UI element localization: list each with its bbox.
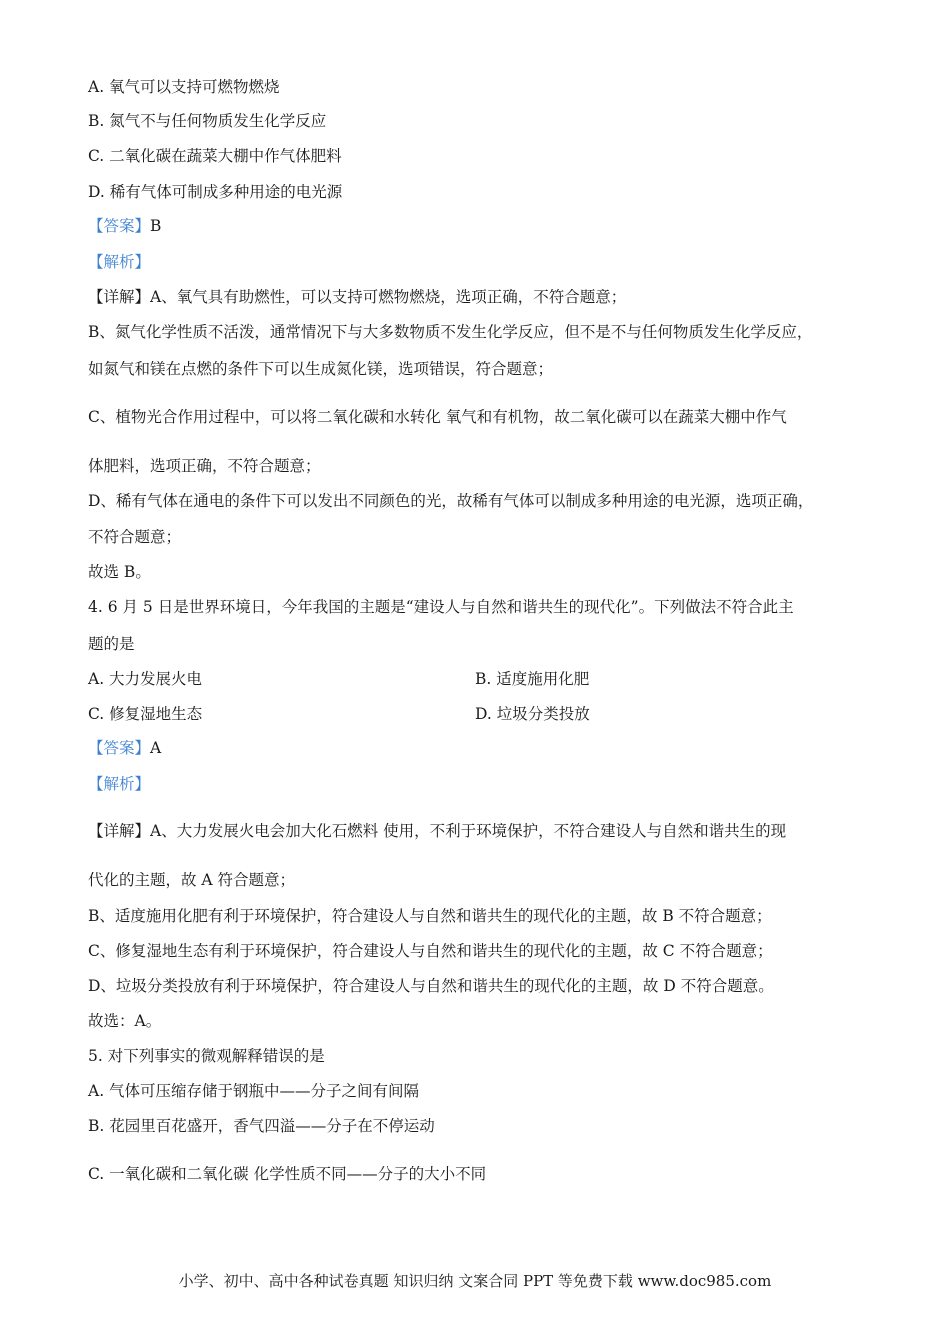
q4-detail-a-line1 [88,821,786,841]
q3-option-b: B. 氮气不与任何物质发生化学反应 [88,112,327,130]
q3-detail-b-line2: 如氮气和镁在点燃的条件下可以生成氮化镁，选项错误，符合题意； [88,360,554,378]
q3-detail-d-line1: D、稀有气体在通电的条件下可以发出不同颜色的光，故稀有气体可以制成多种用途的电光源，选项正确， [88,492,814,510]
answer-value: B [150,217,162,235]
q3-detail-a [88,287,626,307]
q5-option-a: A. 气体可压缩存储于钢瓶中——分子之间有间隔 [88,1082,420,1100]
q4-detail-a-line2: 代化的主题，故 A 符合题意； [88,871,296,889]
q5-option-b: B. 花园里百花盛开，香气四溢——分子在不停运动 [88,1117,435,1135]
page-footer: 小学、初中、高中各种试卷真题 知识归纳 文案合同 PPT 等免费下载 www.doc985.com [178,1272,772,1290]
detail-text: A、大力发展火电会加大化石燃料 使用，不利于环境保护，不符合建设人与自然和谐共生的现 [150,822,787,840]
q4-option-c: C. 修复湿地生态 [88,705,203,723]
q3-analysis-label: 【解析】 [88,253,151,271]
q3-answer [88,216,161,236]
answer-label: 【答案】 [88,739,151,757]
q4-option-a: A. 大力发展火电 [88,670,203,688]
q3-option-c: C. 二氧化碳在蔬菜大棚中作气体肥料 [88,147,342,165]
q3-detail-b-line1: B、氮气化学性质不活泼，通常情况下与大多数物质不发生化学反应，但不是不与任何物质发生化学反应， [88,323,813,341]
q4-option-b: B. 适度施用化肥 [475,670,590,688]
detail-label: 【详解】 [88,288,151,306]
q5-option-c: C. 一氧化碳和二氧化碳 化学性质不同——分子的大小不同 [88,1165,487,1183]
q4-detail-c: C、修复湿地生态有利于环境保护，符合建设人与自然和谐共生的现代化的主题，故 C 不符合题意； [88,942,773,960]
q3-option-a: A. 氧气可以支持可燃物燃烧 [88,78,280,96]
detail-label: 【详解】 [88,822,151,840]
q4-stem-line1: 4. 6 月 5 日是世界环境日，今年我国的主题是“建设人与自然和谐共生的现代化”。下列做法不符合此主 [88,598,794,616]
answer-value: A [150,739,162,757]
detail-text: A、氧气具有助燃性，可以支持可燃物燃烧，选项正确，不符合题意； [150,288,627,306]
q5-stem: 5. 对下列事实的微观解释错误的是 [88,1047,325,1065]
q4-conclusion: 故选：A。 [88,1012,162,1030]
q3-detail-c-line1: C、植物光合作用过程中，可以将二氧化碳和水转化 氧气和有机物，故二氧化碳可以在蔬菜大棚中作气 [88,408,787,426]
q4-stem-line2: 题的是 [88,635,135,653]
q4-answer [88,738,161,758]
q3-conclusion: 故选 B。 [88,563,151,581]
q3-option-d: D. 稀有气体可制成多种用途的电光源 [88,183,343,201]
q4-option-d: D. 垃圾分类投放 [475,705,590,723]
q3-detail-d-line2: 不符合题意； [88,528,182,546]
q4-analysis-label: 【解析】 [88,775,151,793]
answer-label: 【答案】 [88,217,151,235]
q3-detail-c-line2: 体肥料，选项正确，不符合题意； [88,457,321,475]
q4-detail-b: B、适度施用化肥有利于环境保护，符合建设人与自然和谐共生的现代化的主题，故 B 不符合题意； [88,907,772,925]
q4-detail-d: D、垃圾分类投放有利于环境保护，符合建设人与自然和谐共生的现代化的主题，故 D 不符合题意。 [88,977,774,995]
